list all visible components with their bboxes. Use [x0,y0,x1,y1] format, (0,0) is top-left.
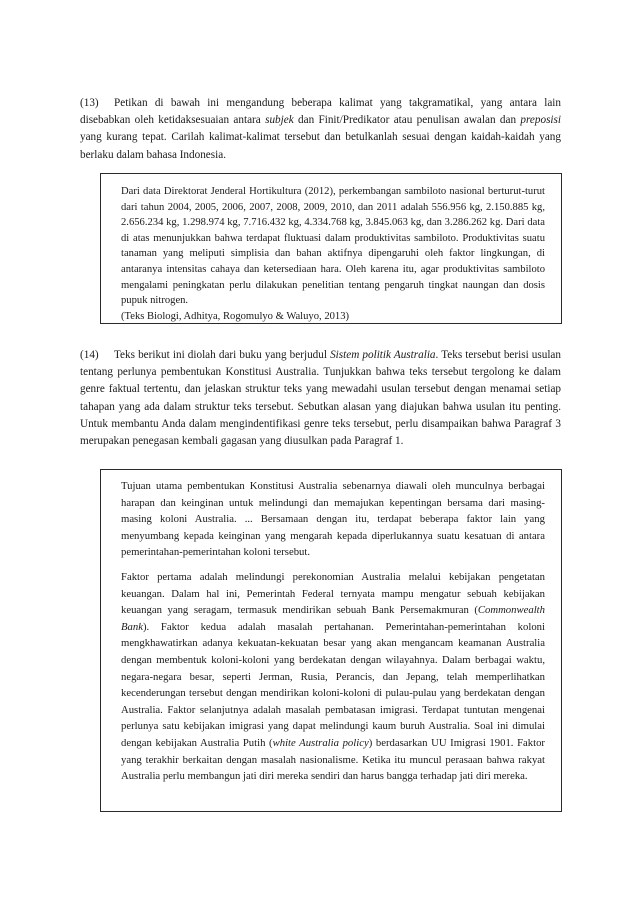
excerpt-paragraph-1: Tujuan utama pembentukan Konstitusi Australia sebenarnya diawali oleh munculnya berbagai harapan dan keinginan untuk melindungi dan memajukan kepentingan bersama dari masing-masing koloni Australia. ... Bersamaan dengan itu, terdapat beberapa faktor lain yang menyumbang kepada keinginan yang mengarah kepada diperlukannya suatu kesatuan di antara pemerintahan-pemerintahan koloni tersebut. [121,480,545,559]
italic-term: Commonwealth Bank [121,604,545,633]
excerpt-text: Dari data Direktorat Jenderal Hortikultura (2012), perkembangan sambiloto nasional berturut-turut dari tahun 2004, 2005, 2006, 2007, 2008, 2009, 2010, dan 2011 adalah 556.956 kg, 2.150.885 kg, 2.656.234 kg, 1.298.974 kg, 7.716.432 kg, 4.334.768 kg, 3.845.063 kg, dan 3.286.262 kg. Dari data di atas menunjukkan bahwa terdapat fluktuasi dalam produktivitas sambiloto. Produktivitas suatu tanaman yang meliputi simplisia dan bahan aktifnya dipengaruhi oleh faktor lingkungan, di antaranya intensitas cahaya dan ketersediaan hara. Oleh karena itu, agar produktivitas sambiloto mengalami peningkatan perlu dilakukan penelitian tentang pengaruh tingkat naungan dan dosis pupuk nitrogen. [121,186,545,307]
italic-term: subjek [265,114,294,127]
question-13 [80,95,561,164]
question-14-text: (14) Teks berikut ini diolah dari buku yang berjudul Sistem politik Australia. Teks tersebut berisi usulan tentang perlunya pembentukan Konstitusi Australia. Tunjukkan bahwa teks tersebut tergolong ke dalam genre faktual tertentu, dan jelaskan struktur teks yang mewadahi usulan tersebut dengan menamai setiap tahapan yang ada dalam struktur teks tersebut. Sebutkan alasan yang diajukan bahwa usulan itu penting. Untuk membantu Anda dalam mengindentifikasi genre teks tersebut, perlu disampaikan bahwa Paragraf 3 merupakan penegasan kembali gagasan yang diusulkan pada Paragraf 1. [80,349,561,448]
excerpt-box-14 [100,469,562,812]
question-number: (13) [80,97,99,109]
book-title: Sistem politik Australia [330,349,436,361]
excerpt-box-13 [100,173,562,324]
excerpt-paragraph-2: Faktor pertama adalah melindungi perekonomian Australia melalui kebijakan pengetatan keuangan. Dalam hal ini, Pemerintah Federal ternyata mampu mengatur sebuah kebijakan keuangan yang seragam, termasuk mendirikan sebuah Bank Persemakmuran (Commonwealth Bank). Faktor kedua adalah masalah pertahanan. Pemerintahan-pemerintahan koloni mengkhawatirkan adanya kekuatan-kekuatan besar yang akan mengancam keamanan Australia dengan membentuk koloni-koloni yang berdekatan dengan wilayahnya. Dalam berbagai waktu, negara-negara besar, seperti Jerman, Rusia, Perancis, dan Jepang, telah memperlihatkan kecenderungan tersebut dengan mendirikan koloni-koloni di pulau-pulau yang berdekatan dengan Australia. Faktor selanjutnya adalah masalah pembatasan imigrasi. Terdapat tuntutan mengenai perlunya satu kebijakan imigrasi yang dapat melindungi kaum buruh Australia. Soal ini dimulai dengan kebijakan Australia Putih (white Australia policy) berdasarkan UU Imigrasi 1901. Faktor yang terakhir berkaitan dengan masalah nasionalisme. Ketika itu muncul perasaan bahwa rakyat Australia perlu membangun jati diri mereka sendiri dan harus bangga terhadap jati diri mereka. [121,570,545,783]
italic-term: white Australia policy [272,736,369,749]
question-number: (14) [80,349,99,361]
excerpt-citation: (Teks Biologi, Adhitya, Rogomulyo & Waluyo, 2013) [121,310,350,322]
italic-term: preposisi [520,114,561,127]
question-13-text: (13) Petikan di bawah ini mengandung beberapa kalimat yang takgramatikal, yang antara lain disebabkan oleh ketidaksesuaian antara subjek dan Finit/Predikator atau penulisan awalan dan preposisi yang kurang tepat. Carilah kalimat-kalimat tersebut dan betulkanlah sesuai dengan kaidah-kaidah yang berlaku dalam bahasa Indonesia. [80,97,561,161]
question-14 [80,347,561,450]
